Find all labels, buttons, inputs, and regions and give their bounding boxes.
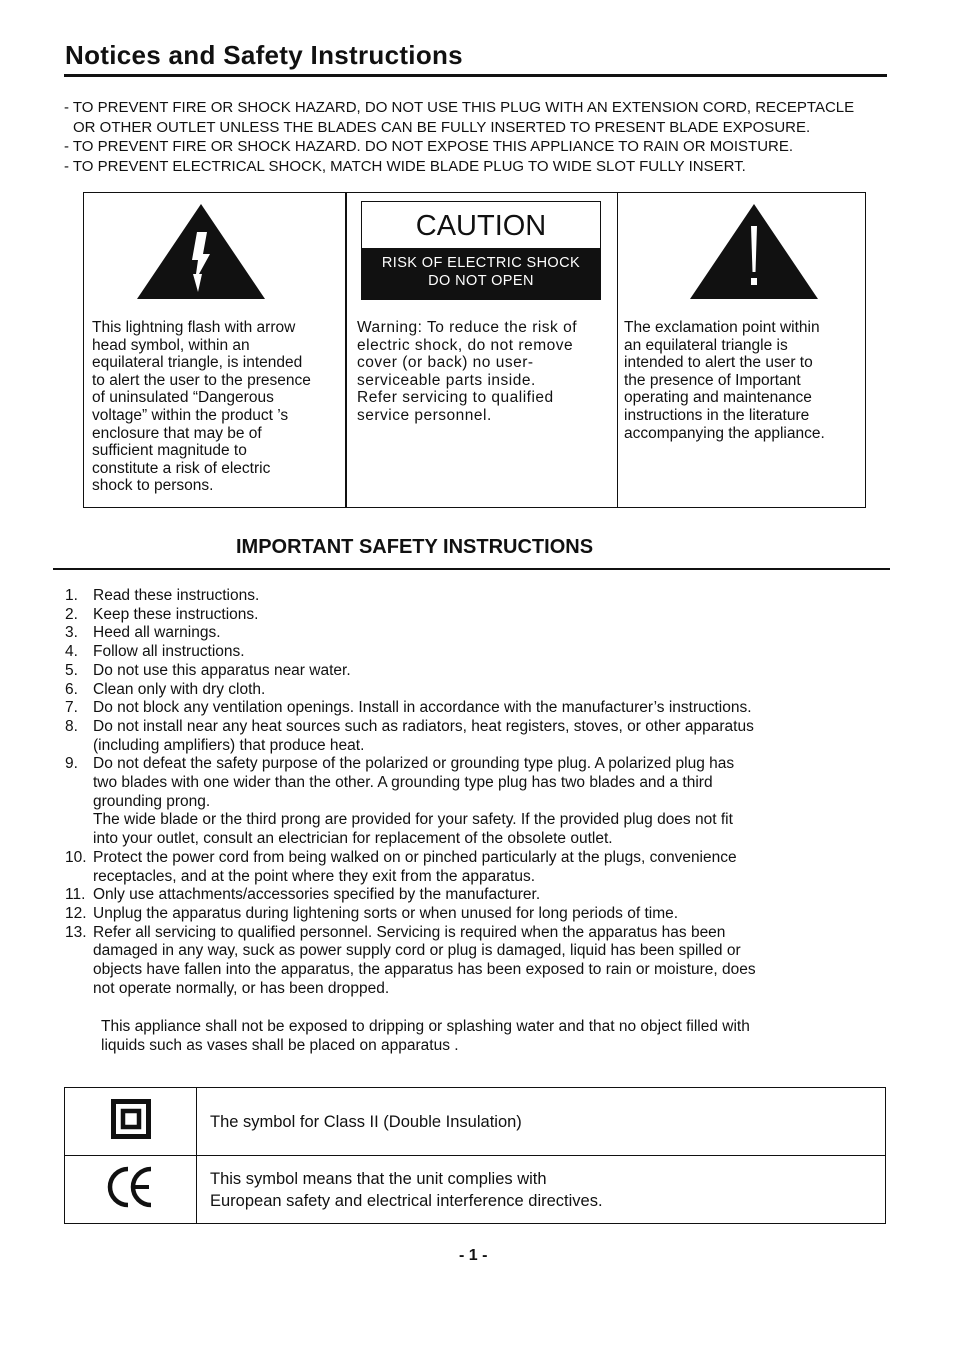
notice-line: - TO PREVENT ELECTRICAL SHOCK, MATCH WIDE BLADE PLUG TO WIDE SLOT FULLY INSERT. [64, 157, 746, 175]
list-item-continuation: receptacles, and at the point where they exit from the apparatus. [93, 867, 536, 885]
list-item-continuation: damaged in any way, suck as power supply cord or plug is damaged, liquid has been spilled or [93, 942, 741, 960]
class-ii-double-insulation-icon [111, 1099, 151, 1139]
symbol-cell [65, 1156, 197, 1224]
table-row [65, 1088, 886, 1156]
list-item: 13. Refer all servicing to qualified personnel. Servicing is required when the apparatus has been [65, 923, 726, 941]
list-item: 1. Read these instructions. [65, 587, 260, 604]
lightning-description: This lightning flash with arrow head symbol, within an equilateral triangle, is intended to alert the user to the presence of uninsulated “Dangerous voltage” within the product ’s enclosure that may be of sufficient magnitude to constitute a risk of electric shock to persons. [92, 319, 311, 495]
exclamation-column [618, 193, 865, 507]
list-item: 9. Do not defeat the safety purpose of the polarized or grounding type plug. A polarized plug has [65, 755, 735, 773]
list-item: 3. Heed all warnings. [65, 624, 221, 642]
page-number: - 1 - [459, 1247, 488, 1264]
list-item-continuation: two blades with one wider than the other. A grounding type plug has two blades and a third [93, 774, 713, 792]
list-item: 8. Do not install near any heat sources such as radiators, heat registers, stoves, or other apparatus [65, 717, 754, 735]
exclamation-description: The exclamation point within an equilateral triangle is intended to alert the user to the presence of Important operating and maintenance instructions in the literature accompanying the appliance. [624, 319, 825, 442]
symbol-description: The symbol for Class II (Double Insulation) [197, 1088, 886, 1156]
symbol-description: This symbol means that the unit complies with European safety and electrical interference directives. [197, 1156, 886, 1224]
notice-line: - TO PREVENT FIRE OR SHOCK HAZARD, DO NOT USE THIS PLUG WITH AN EXTENSION CORD, RECEPTACLE [64, 99, 855, 116]
list-item: 5. Do not use this apparatus near water. [65, 661, 351, 679]
caution-band: RISK OF ELECTRIC SHOCK DO NOT OPEN [362, 248, 600, 299]
list-item: 4. Follow all instructions. [65, 643, 245, 661]
list-item-continuation: into your outlet, consult an electrician for replacement of the obsolete outlet. [93, 830, 613, 848]
list-item: 6. Clean only with dry cloth. [65, 680, 266, 698]
lightning-flash-icon [135, 202, 267, 301]
symbols-table [64, 1087, 886, 1224]
title-rule [64, 74, 887, 77]
list-item-continuation: grounding prong. [93, 792, 211, 810]
caution-column [347, 193, 618, 507]
list-item: 7. Do not block any ventilation openings. Install in accordance with the manufacturer’s instructions. [65, 699, 752, 717]
safety-rule [53, 568, 890, 570]
lightning-column [84, 193, 347, 507]
caution-description: Warning: To reduce the risk of electric shock, do not remove cover (or back) no user- serviceable parts inside. Refer servicing to qualified service personnel. [357, 319, 578, 424]
notice-line: - TO PREVENT FIRE OR SHOCK HAZARD. DO NOT EXPOSE THIS APPLIANCE TO RAIN OR MOISTURE. [64, 138, 794, 155]
warning-symbols-box [83, 192, 866, 508]
page-title: Notices and Safety Instructions [65, 40, 463, 70]
list-item: 2. Keep these instructions. [65, 605, 259, 623]
list-item-continuation: not operate normally, or has been dropped. [93, 979, 390, 997]
caution-title: CAUTION [415, 209, 547, 242]
list-item: 11. Only use attachments/accessories specified by the manufacturer. [65, 886, 541, 904]
list-item-continuation: (including amplifiers) that produce heat. [93, 736, 365, 754]
symbol-cell [65, 1088, 197, 1156]
table-row [65, 1156, 886, 1224]
list-item: 10. Protect the power cord from being walked on or pinched particularly at the plugs, convenience [65, 848, 737, 866]
safety-heading: IMPORTANT SAFETY INSTRUCTIONS [236, 536, 594, 558]
exclamation-icon [688, 202, 820, 301]
notice-line: OR OTHER OUTLET UNLESS THE BLADES CAN BE FULLY INSERTED TO PRESENT BLADE EXPOSURE. [73, 118, 811, 136]
notices-block [64, 98, 854, 176]
water-exposure-note: This appliance shall not be exposed to dripping or splashing water and that no object filled with liquids such as vases shall be placed on apparatus . [101, 1018, 750, 1054]
ce-mark-icon [107, 1165, 155, 1209]
list-item: 12. Unplug the apparatus during lightening sorts or when unused for long periods of time. [65, 904, 679, 922]
list-item-continuation: The wide blade or the third prong are provided for your safety. If the provided plug does not fit [93, 811, 733, 829]
list-item-continuation: objects have fallen into the apparatus, the apparatus has been exposed to rain or moisture, does [93, 961, 756, 979]
caution-label [361, 201, 601, 300]
instruction-list [65, 587, 756, 998]
